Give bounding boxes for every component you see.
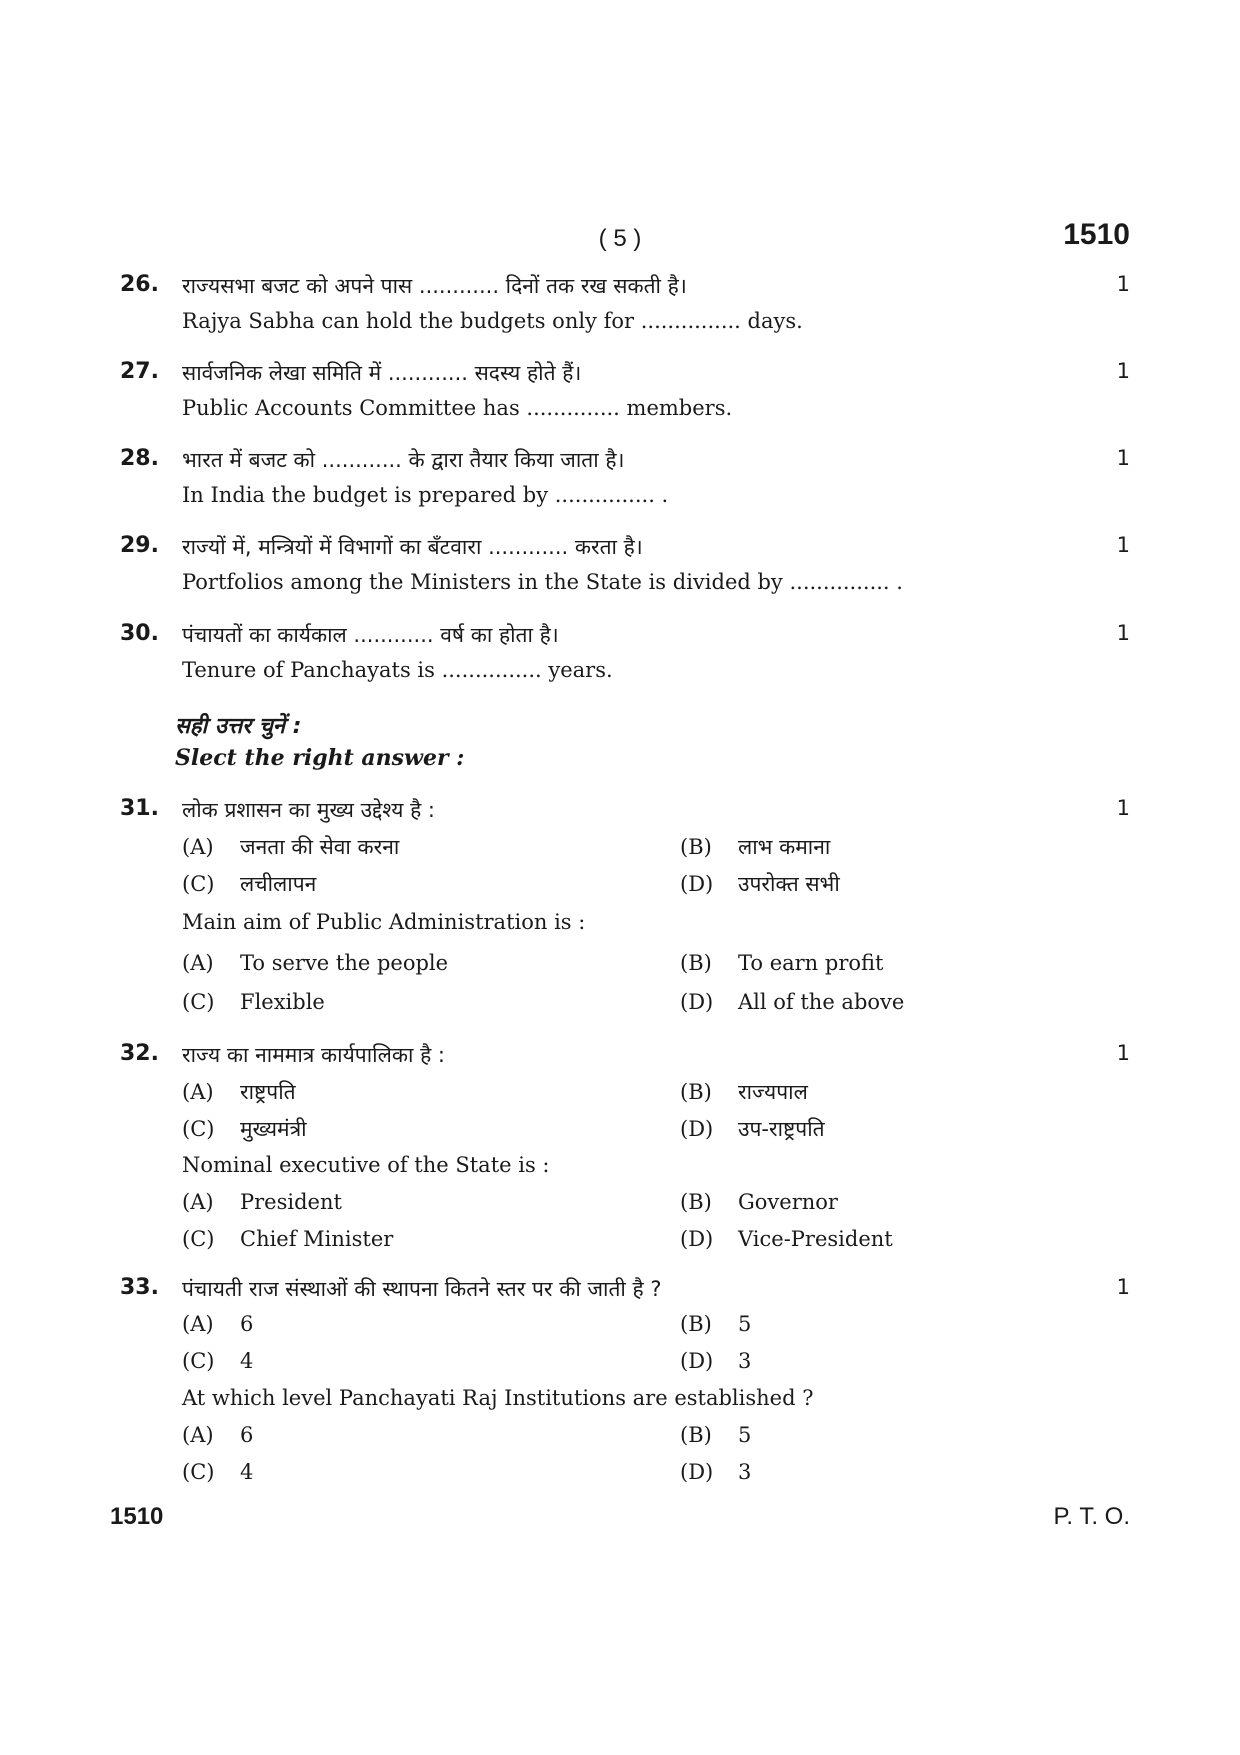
option-d-hindi: (D) 3 [680,1349,752,1373]
option-c-hindi: (C) 4 [182,1349,254,1373]
question-text-english: Tenure of Panchayats is ............... years. [182,658,613,682]
question-text-english: In India the budget is prepared by ............... . [182,483,669,507]
marks: 1 [1116,796,1130,820]
option-c-hindi: (C) मुख्यमंत्री [182,1117,307,1141]
option-b-english: (B) To earn profit [680,951,884,975]
option-d-english: (D) Vice-President [680,1227,893,1251]
option-c-english: (C) Chief Minister [182,1227,394,1251]
question-text-english: Main aim of Public Administration is : [182,910,586,934]
pto-label: P. T. O. [1053,1503,1130,1530]
question-text-english: Rajya Sabha can hold the budgets only for ............... days. [182,309,803,333]
option-a-english: (A) President [182,1190,342,1214]
paper-code-top: 1510 [1063,218,1130,251]
option-b-english: (B) 5 [680,1423,752,1447]
question-text-hindi: पंचायती राज संस्थाओं की स्थापना कितने स्तर पर की जाती है ? [182,1277,662,1301]
option-a-hindi: (A) जनता की सेवा करना [182,835,400,859]
question-number: 27. [120,359,159,384]
section-heading-english: Slect the right answer : [175,745,465,771]
option-d-english: (D) All of the above [680,990,905,1014]
paper-code-bottom: 1510 [110,1503,164,1530]
question-number: 33. [120,1275,159,1300]
option-b-english: (B) Governor [680,1190,838,1214]
question-number: 28. [120,446,159,471]
option-a-hindi: (A) 6 [182,1312,254,1336]
marks: 1 [1116,621,1130,645]
page-number: ( 5 ) [598,225,642,252]
marks: 1 [1116,1275,1130,1299]
question-text-english: Portfolios among the Ministers in the State is divided by ............... . [182,570,903,594]
option-a-english: (A) 6 [182,1423,254,1447]
question-text-english: Public Accounts Committee has .............. members. [182,396,733,420]
question-text-english: At which level Panchayati Raj Institutions are established ? [182,1386,814,1410]
option-d-hindi: (D) उप-राष्ट्रपति [680,1117,825,1141]
question-number: 31. [120,796,159,821]
option-d-hindi: (D) उपरोक्त सभी [680,872,840,896]
question-text-english: Nominal executive of the State is : [182,1153,550,1177]
option-b-hindi: (B) राज्यपाल [680,1080,808,1104]
option-c-english: (C) 4 [182,1460,254,1484]
marks: 1 [1116,446,1130,470]
option-b-hindi: (B) लाभ कमाना [680,835,831,859]
option-a-english: (A) To serve the people [182,951,449,975]
question-text-hindi: भारत में बजट को ............ के द्वारा तैयार किया जाता है। [182,448,625,472]
marks: 1 [1116,533,1130,557]
question-number: 30. [120,621,159,646]
option-c-english: (C) Flexible [182,990,325,1014]
marks: 1 [1116,1041,1130,1065]
section-heading-hindi: सही उत्तर चुनें : [175,714,302,739]
question-text-hindi: राज्यसभा बजट को अपने पास ............ दिनों तक रख सकती है। [182,274,687,298]
marks: 1 [1116,272,1130,296]
question-text-hindi: सार्वजनिक लेखा समिति में ............ सदस्य होते हैं। [182,361,582,385]
option-c-hindi: (C) लचीलापन [182,872,317,896]
question-number: 26. [120,272,159,297]
marks: 1 [1116,359,1130,383]
question-text-hindi: पंचायतों का कार्यकाल ............ वर्ष का होता है। [182,623,559,647]
question-text-hindi: राज्यों में, मन्त्रियों में विभागों का बँटवारा ............ करता है। [182,535,643,559]
question-number: 29. [120,533,159,558]
option-b-hindi: (B) 5 [680,1312,752,1336]
question-text-hindi: लोक प्रशासन का मुख्य उद्देश्य है : [182,798,435,822]
option-d-english: (D) 3 [680,1460,752,1484]
question-text-hindi: राज्य का नाममात्र कार्यपालिका है : [182,1043,445,1067]
option-a-hindi: (A) राष्ट्रपति [182,1080,296,1104]
question-number: 32. [120,1041,159,1066]
